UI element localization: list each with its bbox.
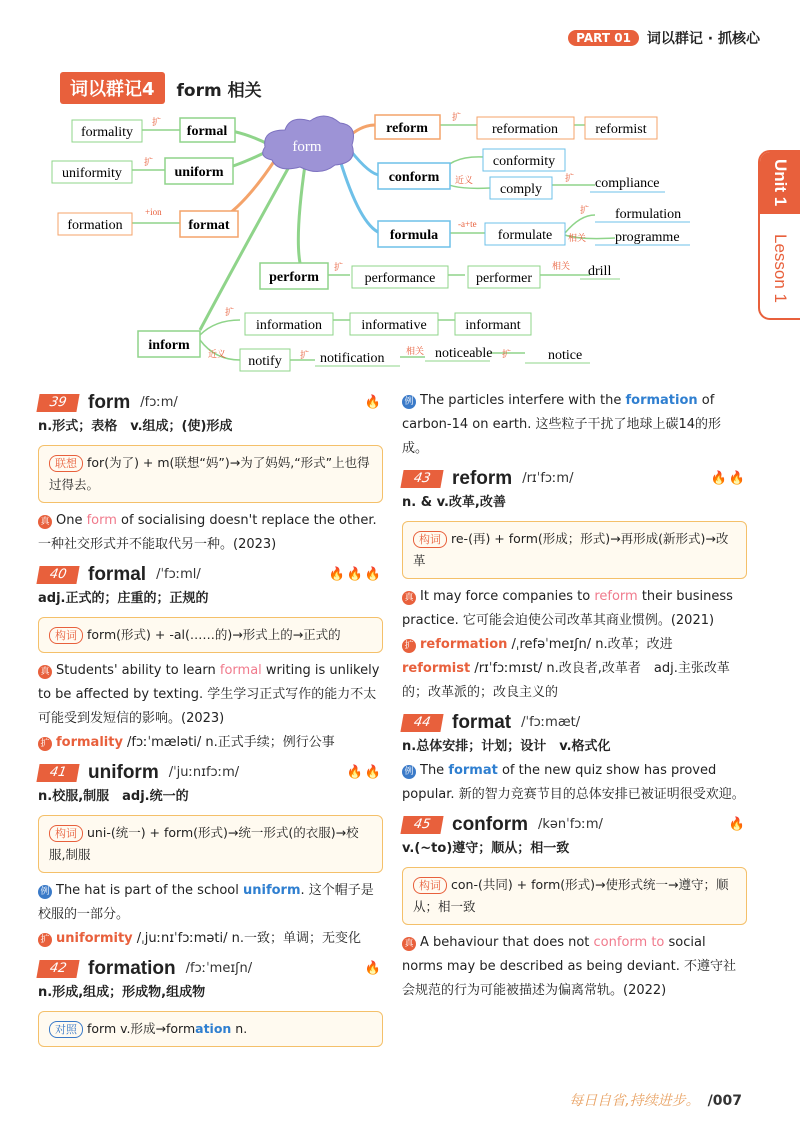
svg-text:reformist: reformist [595,122,647,137]
svg-text:相关: 相关 [552,261,571,271]
svg-text:noticeable: noticeable [435,346,493,361]
headword[interactable]: conform [452,814,528,835]
node-inform[interactable] [138,331,200,357]
node-formula[interactable] [378,221,450,247]
svg-text:相关: 相关 [568,233,587,243]
node-uniform[interactable] [165,158,233,184]
node-performer[interactable] [468,266,540,288]
example: 真 A behaviour that does not conform to social norms may be described as being deviant. 不遵守社会规范的行为可能被描述为偏离常轨。(2022) [402,935,736,998]
highlight-word: formal [219,663,262,678]
svg-text:扩: 扩 [144,157,154,167]
headword[interactable]: uniform [88,762,159,783]
phonetic: /ˈjuːnɪfɔːm/ [168,765,240,780]
memory-tip-box: 对照 form v.形成→formation n. [38,1011,383,1047]
node-performance[interactable] [352,266,448,288]
center-word: form [292,139,322,155]
svg-text:reformation: reformation [491,122,559,137]
memory-tip-box [402,867,747,925]
highlight-word: form [86,513,117,528]
extension: 扩 formality /fɔːˈmæləti/ n.正式手续；例行公事 [38,731,383,755]
svg-text:+ion: +ion [145,207,162,217]
svg-text:performer: performer [476,271,532,286]
svg-text:formulate: formulate [497,228,553,243]
definition: v.(~to)遵守；顺从；相一致 [402,841,570,856]
real-exam-icon: 真 [402,937,416,951]
definition: n. & v.改革,改善 [402,495,506,510]
frequency-flame-icon: 🔥🔥 [346,765,383,780]
node-programme[interactable] [595,230,690,245]
extend-icon: 扩 [402,639,416,653]
real-exam-icon: 真 [38,665,52,679]
entry-number: 45 [400,816,443,834]
node-formality[interactable] [72,120,142,142]
node-informative[interactable] [350,313,438,335]
header-title: 词以群记 · 抓核心 [646,31,760,47]
svg-text:formulation: formulation [615,207,682,222]
svg-text:相关: 相关 [406,346,425,356]
svg-text:reform: reform [386,121,428,136]
word-mindmap [40,105,720,375]
tip-text: uni-(统一) + form(形式)→统一形式(的衣服)→校服,制服 [49,825,359,862]
tip-tag: 联想 [49,455,83,472]
svg-text:近义: 近义 [455,175,474,185]
phonetic: /fɔːm/ [140,395,178,410]
side-tab-lesson: Lesson 1 [771,233,790,303]
entry-header [38,391,383,415]
node-notify[interactable] [240,349,290,371]
entry-header [38,957,383,981]
node-conform[interactable] [378,163,450,189]
page-header [568,28,760,48]
headword[interactable]: formation [88,958,176,979]
footer-motto: 每日自省,持续进步。 [569,1093,700,1109]
entry-number: 44 [400,714,443,732]
svg-text:扩: 扩 [152,117,162,127]
example-icon: 例 [402,395,416,409]
node-conformity[interactable] [483,149,565,171]
headword[interactable]: form [88,392,131,413]
frequency-flame-icon: 🔥🔥 [710,471,747,486]
node-format[interactable] [180,211,238,237]
node-formulation[interactable] [595,207,690,222]
entry-header [402,467,747,491]
frequency-flame-icon: 🔥 [364,961,383,976]
node-informant[interactable] [455,313,531,335]
extend-icon: 扩 [38,933,52,947]
left-column [38,385,383,1053]
svg-text:近义: 近义 [208,349,227,359]
example: 例 The particles interfere with the formation of carbon-14 on earth. 这些粒子干扰了地球上碳14的形成。 [402,393,722,456]
tip-text: for(为了) + m(联想“妈”)→为了妈妈,“形式”上也得过得去。 [49,455,370,492]
section-badge: 词以群记4 [60,72,165,104]
entry-header [402,813,747,837]
svg-text:formation: formation [67,218,123,233]
svg-text:-a+te: -a+te [458,219,477,229]
tip-text: re-(再) + form(形成；形式)→再形成(新形式)→改革 [413,531,729,568]
tip-tag: 构词 [413,531,447,548]
example: 真 It may force companies to reform their business practice. 它可能会迫使公司改革其商业惯例。(2021) [402,589,733,628]
node-drill[interactable] [580,264,620,279]
svg-text:扩: 扩 [502,349,512,359]
entry-number: 39 [36,394,79,412]
headword[interactable]: formal [88,564,147,585]
phonetic: /rɪˈfɔːm/ [522,471,574,486]
example: 真 Students' ability to learn formal writing is unlikely to be affected by texting. 学生学习正式写作的能力不太可能受到发短信的影响。(2023) [38,663,380,726]
svg-text:performance: performance [364,271,436,286]
real-exam-icon: 真 [402,591,416,605]
extension: 扩 reformation /ˌrefəˈmeɪʃn/ n.改革；改进 [402,633,747,657]
tip-tag: 构词 [49,825,83,842]
section-subtitle: form 相关 [176,80,262,101]
svg-text:informative: informative [361,318,427,333]
highlight-word: formation [625,393,698,408]
definition: n.形式；表格 v.组成；(使)形成 [38,419,233,434]
node-uniformity[interactable] [52,161,132,183]
phonetic: /ˈfɔːml/ [156,567,201,582]
svg-text:notify: notify [248,354,282,369]
example: 真 One form of socialising doesn't replace the other. 一种社交形式并不能取代另一种。(2023) [38,513,377,552]
svg-text:formula: formula [389,228,439,243]
mindmap-center[interactable] [263,116,354,172]
svg-text:comply: comply [500,182,542,197]
node-compliance[interactable] [590,176,665,192]
tip-text: form(形式) + -al(……的)→形式上的→正式的 [87,627,341,642]
node-formation[interactable] [58,213,132,235]
section-title [60,72,262,104]
svg-text:notification: notification [320,351,385,366]
headword[interactable]: format [452,712,512,733]
entry-header [38,563,383,587]
svg-text:information: information [255,318,323,333]
phonetic: /kənˈfɔːm/ [538,817,603,832]
side-tab[interactable] [758,150,800,320]
real-exam-icon: 真 [38,515,52,529]
highlight-word: format [448,763,498,778]
node-formal[interactable] [180,118,235,142]
phonetic: /fɔːˈmeɪʃn/ [185,961,253,976]
tip-text: con-(共同) + form(形式)→使形式统一→遵守；顺从；相一致 [413,877,729,914]
example: 例 The format of the new quiz show has proved popular. 新的智力竞赛节目的总体安排已被证明很受欢迎。 [402,763,745,802]
frequency-flame-icon: 🔥 [364,395,383,410]
phonetic: /ˈfɔːmæt/ [521,715,581,730]
node-formulate[interactable] [485,223,565,245]
node-reformation[interactable] [477,117,574,139]
node-perform[interactable] [260,263,328,289]
memory-tip-box [38,815,383,873]
svg-text:informant: informant [465,318,521,333]
extend-icon: 扩 [38,737,52,751]
entry-header [402,711,747,735]
frequency-flame-icon: 🔥🔥🔥 [328,567,383,582]
memory-tip-box [38,617,383,653]
side-tab-unit: Unit 1 [771,159,790,207]
svg-text:扩: 扩 [225,307,235,317]
entry-number: 42 [36,960,79,978]
node-information[interactable] [245,313,333,335]
definition: n.形成,组成；形成物,组成物 [38,985,206,1000]
svg-text:conformity: conformity [492,154,556,169]
definition: adj.正式的；庄重的；正规的 [38,591,209,606]
tip-tag: 构词 [413,877,447,894]
highlight-word: conform to [593,935,665,950]
svg-text:扩: 扩 [565,173,575,183]
node-notice[interactable] [525,348,590,363]
page-number: /007 [707,1093,742,1109]
svg-text:notice: notice [548,348,583,363]
svg-text:inform: inform [148,338,190,353]
entry-number: 40 [36,566,79,584]
frequency-flame-icon: 🔥 [728,817,747,832]
part-badge: PART 01 [568,30,639,46]
node-notification[interactable] [315,351,400,366]
node-reform[interactable] [375,115,440,139]
headword[interactable]: reform [452,468,513,489]
example-icon: 例 [402,765,416,779]
node-comply[interactable] [490,177,552,199]
svg-text:compliance: compliance [595,176,660,191]
definition: n.总体安排；计划；设计 v.格式化 [402,739,611,754]
svg-text:扩: 扩 [300,350,310,360]
example-icon: 例 [38,885,52,899]
entry-number: 43 [400,470,443,488]
highlight-word: reform [594,589,638,604]
extension: reformist /rɪˈfɔːmɪst/ n.改良者,改革者 adj.主张改革的；改革派的；改良主义的 [402,661,730,700]
svg-text:perform: perform [269,270,319,285]
definition: n.校服,制服 adj.统一的 [38,789,189,804]
svg-text:扩: 扩 [452,112,462,122]
tip-tag: 构词 [49,627,83,644]
svg-text:扩: 扩 [334,262,344,272]
svg-text:programme: programme [615,230,680,245]
svg-text:conform: conform [388,170,440,185]
svg-text:uniformity: uniformity [62,166,122,181]
svg-text:uniform: uniform [174,165,224,180]
svg-text:formality: formality [80,125,134,140]
entry-number: 41 [36,764,79,782]
highlight-word: uniform [243,883,301,898]
entry-header [38,761,383,785]
extension: 扩 uniformity /ˌjuːnɪˈfɔːməti/ n.一致；单调；无变化 [38,927,383,951]
node-noticeable[interactable] [425,346,493,361]
memory-tip-box [38,445,383,503]
node-reformist[interactable] [585,117,657,139]
right-column [402,385,747,1003]
svg-text:format: format [188,218,230,233]
memory-tip-box [402,521,747,579]
tip-tag: 对照 [49,1021,83,1038]
svg-text:formal: formal [186,124,228,139]
svg-text:扩: 扩 [580,205,590,215]
svg-text:drill: drill [588,264,612,279]
example: 例 The hat is part of the school uniform. 这个帽子是校服的一部分。 [38,883,374,922]
page-footer [569,1090,742,1110]
